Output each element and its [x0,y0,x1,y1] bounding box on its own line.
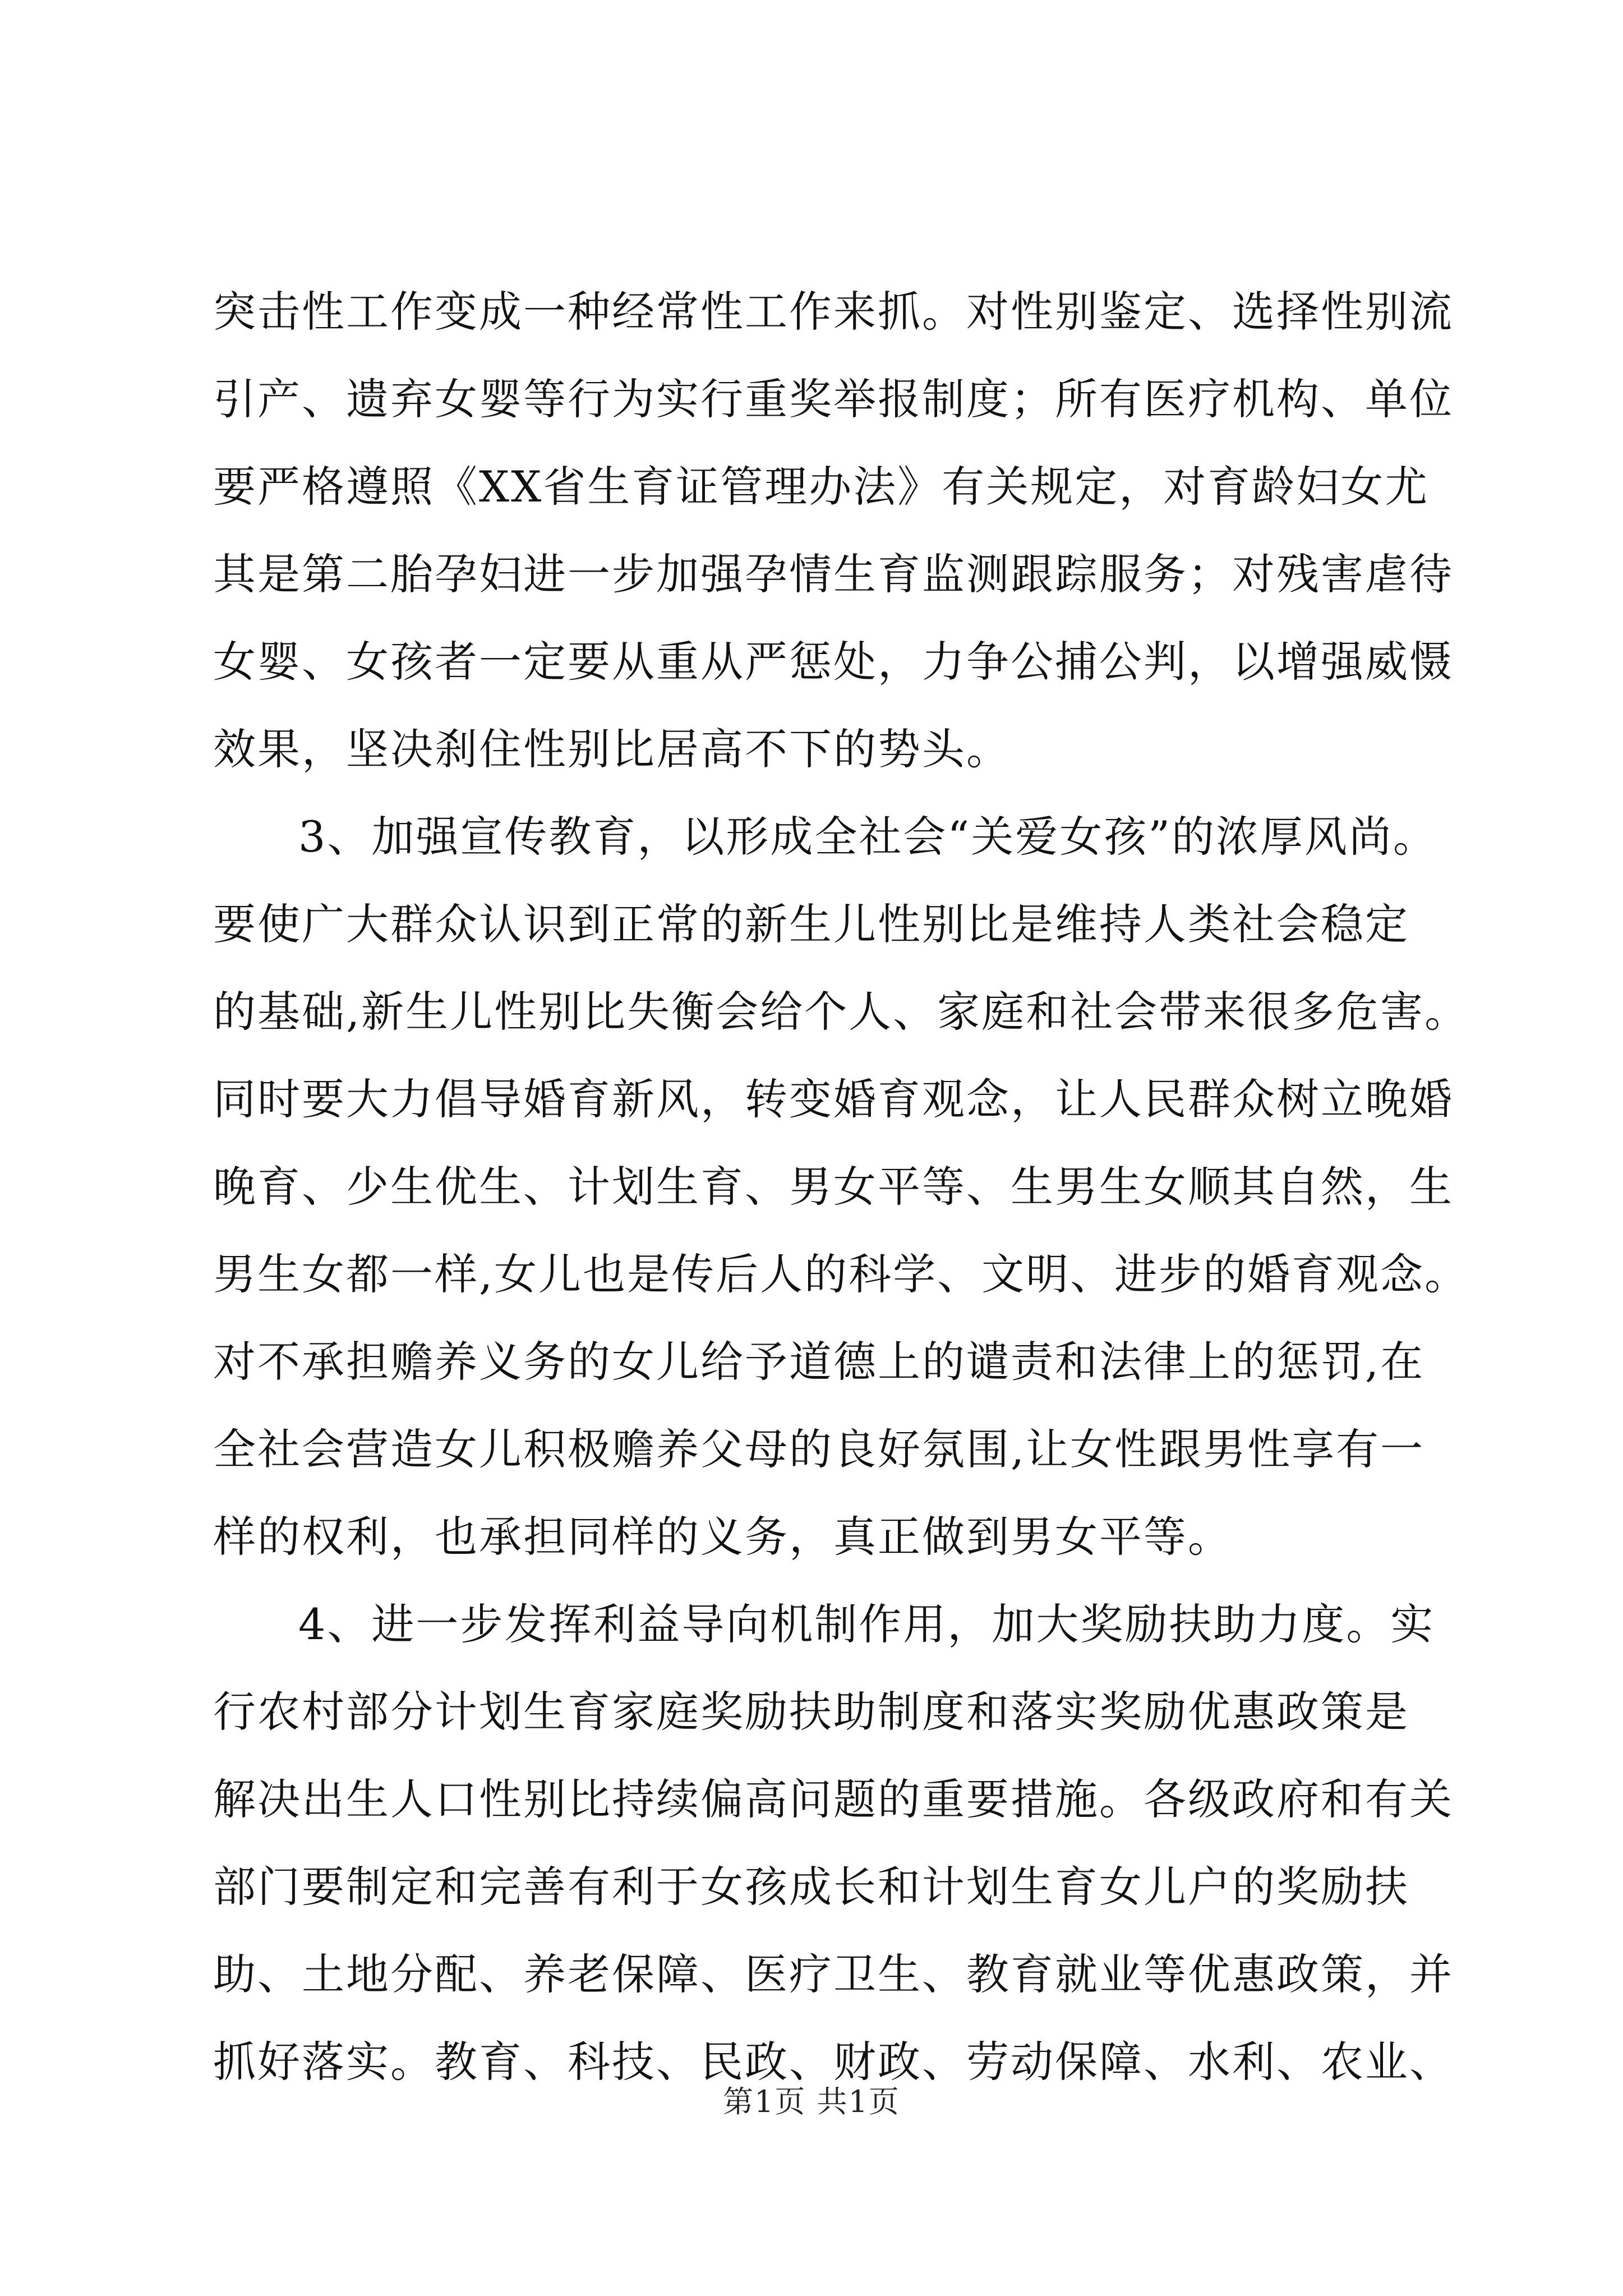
text-line: 助、土地分配、养老保障、医疗卫生、教育就业等优惠政策，并 [213,1949,1454,1999]
text-line: 引产、遗弃女婴等行为实行重奖举报制度；所有医疗机构、单位 [213,374,1454,424]
text-line: 样的权利，也承担同样的义务，真正做到男女平等。 [213,1512,1232,1562]
text-line: 要使广大群众认识到正常的新生儿性别比是维持人类社会稳定 [213,899,1409,949]
text-line: 男生女都一样,女儿也是传后人的科学、文明、进步的婚育观念。 [213,1249,1469,1299]
text-line: 要严格遵照《XX省生育证管理办法》有关规定，对育龄妇女尤 [213,462,1430,512]
text-line: 行农村部分计划生育家庭奖励扶助制度和落实奖励优惠政策是 [213,1687,1409,1737]
text-line: 突击性工作变成一种经常性工作来抓。对性别鉴定、选择性别流 [213,287,1454,337]
text-line: 部门要制定和完善有利于女孩成长和计划生育女儿户的奖励扶 [213,1862,1409,1912]
document-body [213,268,1469,2106]
page-footer: 第1页 共1页 [723,2084,900,2119]
text-line: 解决出生人口性别比持续偏高问题的重要措施。各级政府和有关 [213,1774,1454,1824]
paragraph-start-line: 4、进一步发挥利益导向机制作用，加大奖励扶助力度。实 [298,1599,1435,1649]
text-line: 对不承担赡养义务的女儿给予道德上的谴责和法律上的惩罚,在 [213,1337,1425,1387]
text-line: 效果，坚决刹住性别比居高不下的势头。 [213,724,1011,774]
text-line: 抓好落实。教育、科技、民政、财政、劳动保障、水利、农业、 [213,2037,1454,2087]
text-line: 同时要大力倡导婚育新风，转变婚育观念，让人民群众树立晚婚 [213,1074,1454,1124]
text-line: 全社会营造女儿积极赡养父母的良好氛围,让女性跟男性享有一 [213,1424,1425,1474]
text-line: 晚育、少生优生、计划生育、男女平等、生男生女顺其自然，生 [213,1162,1454,1212]
paragraph-start-line: 3、加强宣传教育，以形成全社会“关爱女孩”的浓厚风尚。 [298,812,1438,862]
text-line: 女婴、女孩者一定要从重从严惩处，力争公捕公判，以增强威慑 [213,637,1454,687]
text-line: 其是第二胎孕妇进一步加强孕情生育监测跟踪服务；对残害虐待 [213,549,1454,599]
text-line: 的基础,新生儿性别比失衡会给个人、家庭和社会带来很多危害。 [213,987,1469,1037]
